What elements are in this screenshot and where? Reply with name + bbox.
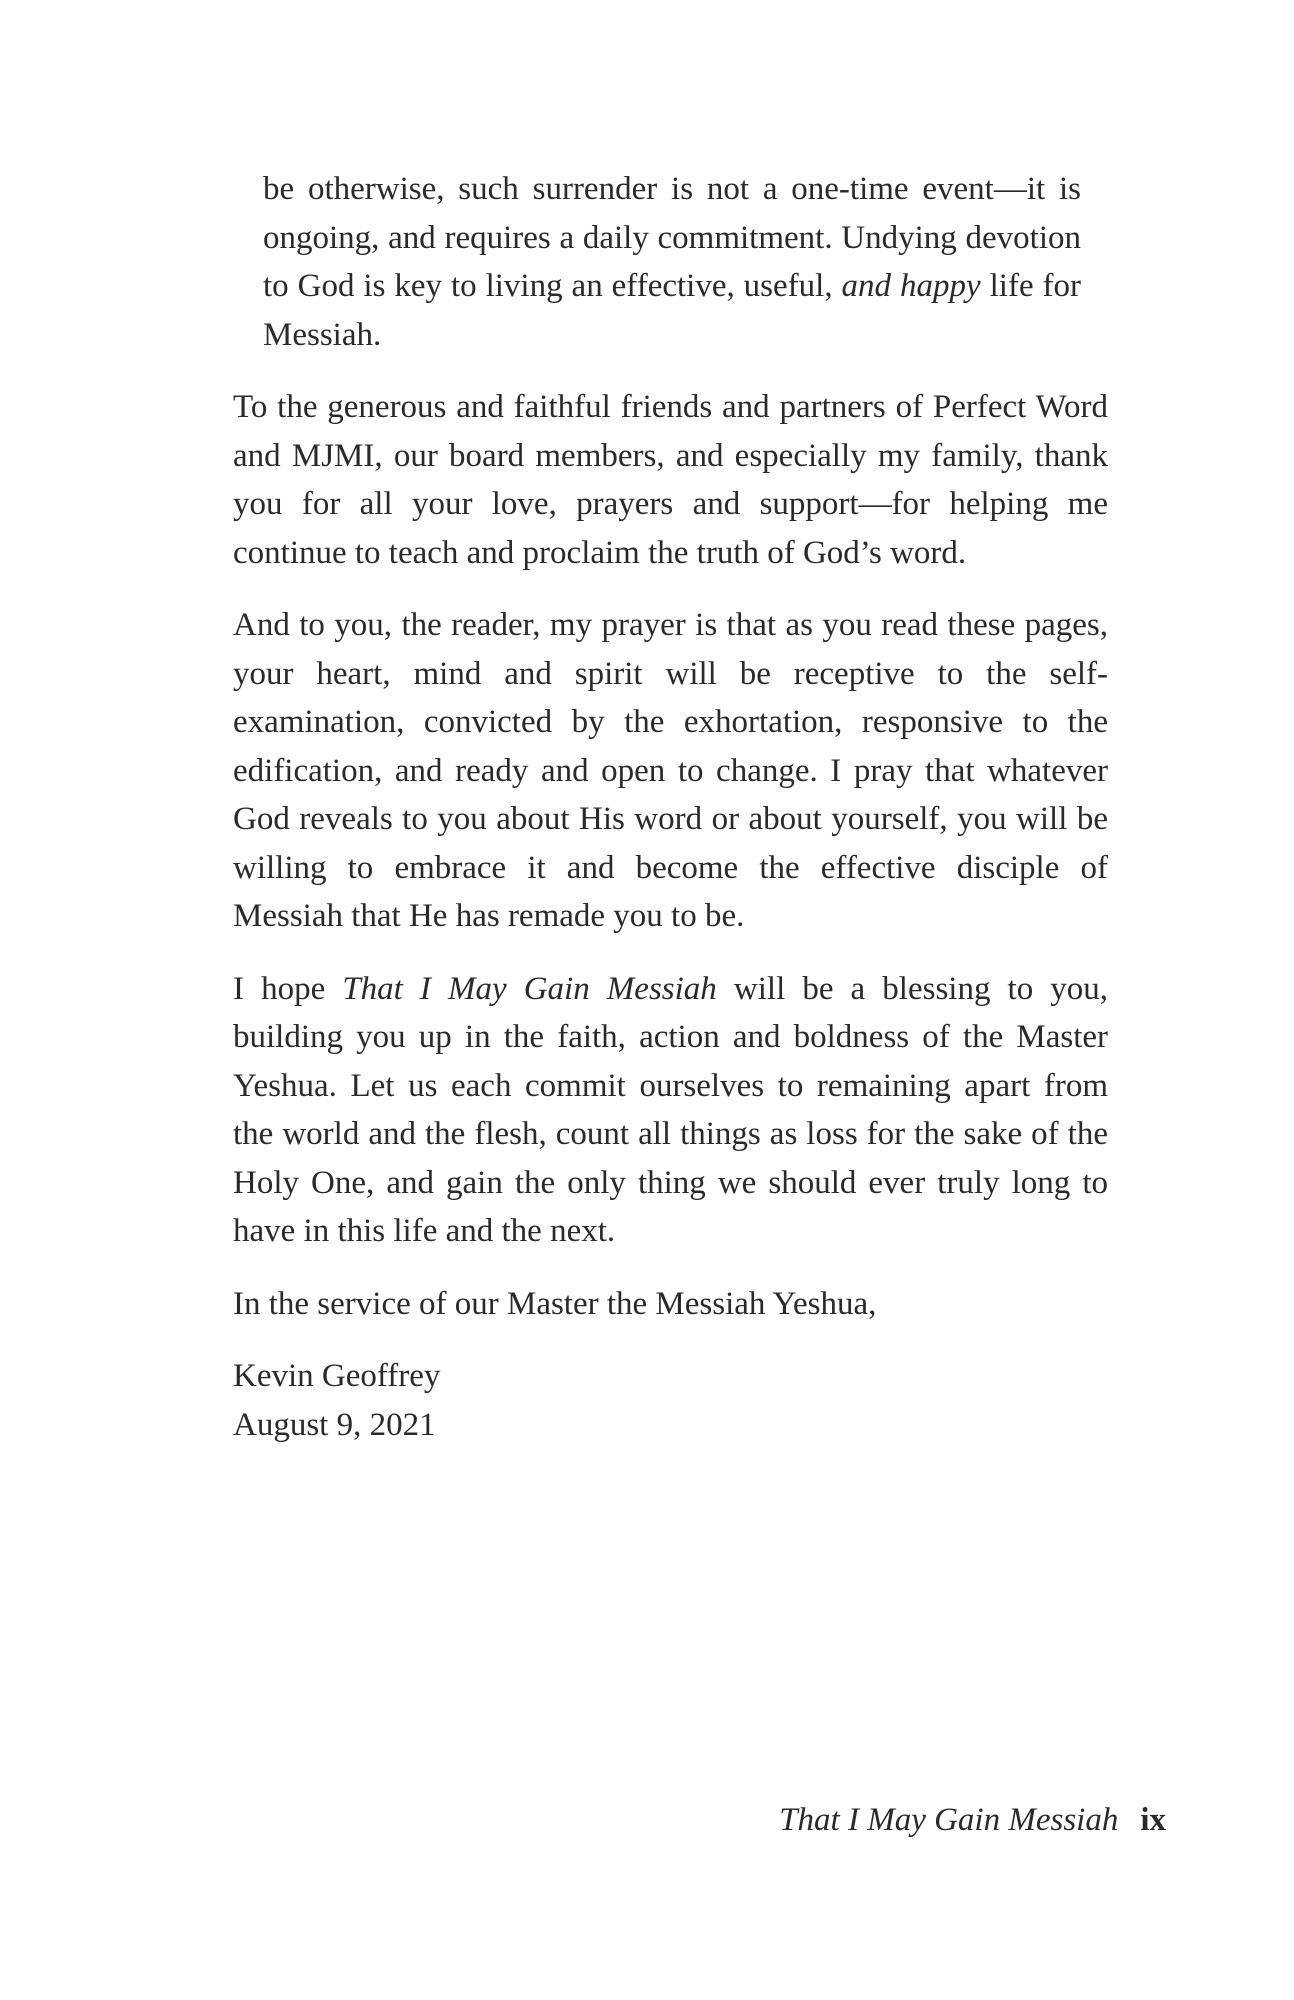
signature-name: Kevin Geoffrey <box>233 1358 441 1394</box>
running-title: That I May Gain Messiah <box>779 1802 1119 1838</box>
page-number: ix <box>1140 1802 1166 1838</box>
signature-block <box>233 1352 1108 1449</box>
thanks-paragraph: To the generous and faithful friends and partners of Perfect Word and MJMI, our board members, and especially my family, thank you for all your love, prayers and support—for helping me continue to teach and proclaim the truth of God’s word. <box>233 389 1108 571</box>
indented-paragraph <box>263 165 1081 359</box>
hope-paragraph-text: will be a blessing to you, building you up in the faith, action and boldness of the Master Yeshua. Let us each commit ourselves to remaining apart from the world and the flesh, count all things as loss for the sake of the Holy One, and gain the only thing we should ever truly long to have in this life and the next. <box>233 970 1109 1249</box>
prayer-paragraph: And to you, the reader, my prayer is that as you read these pages, your heart, mind and spirit will be receptive to the self-examination, convicted by the exhortation, responsive to the edification, and ready and open to change. I pray that whatever God reveals to you about His word or about yourself, you will be willing to embrace it and become the effective disciple of Messiah that He has remade you to be. <box>233 607 1108 934</box>
indented-paragraph-ending: life for Messiah. <box>263 268 1082 353</box>
signature-date: August 9, 2021 <box>233 1406 436 1443</box>
closing-line: In the service of our Master the Messiah Yeshua, <box>233 1285 877 1322</box>
hope-paragraph-opening: I hope <box>233 970 326 1007</box>
page-body <box>233 165 1108 1449</box>
indented-paragraph-text: be otherwise, such surrender is not a one-time event—it is ongoing, and requires a daily commitment. Undying devotion to God is key to living an effective, useful, <box>263 171 1081 304</box>
indented-paragraph-emphasis: and happy <box>841 268 981 304</box>
hope-paragraph <box>233 965 1108 1256</box>
page-footer <box>779 1796 1166 1844</box>
hope-paragraph-book-title: That I May Gain Messiah <box>342 970 717 1007</box>
